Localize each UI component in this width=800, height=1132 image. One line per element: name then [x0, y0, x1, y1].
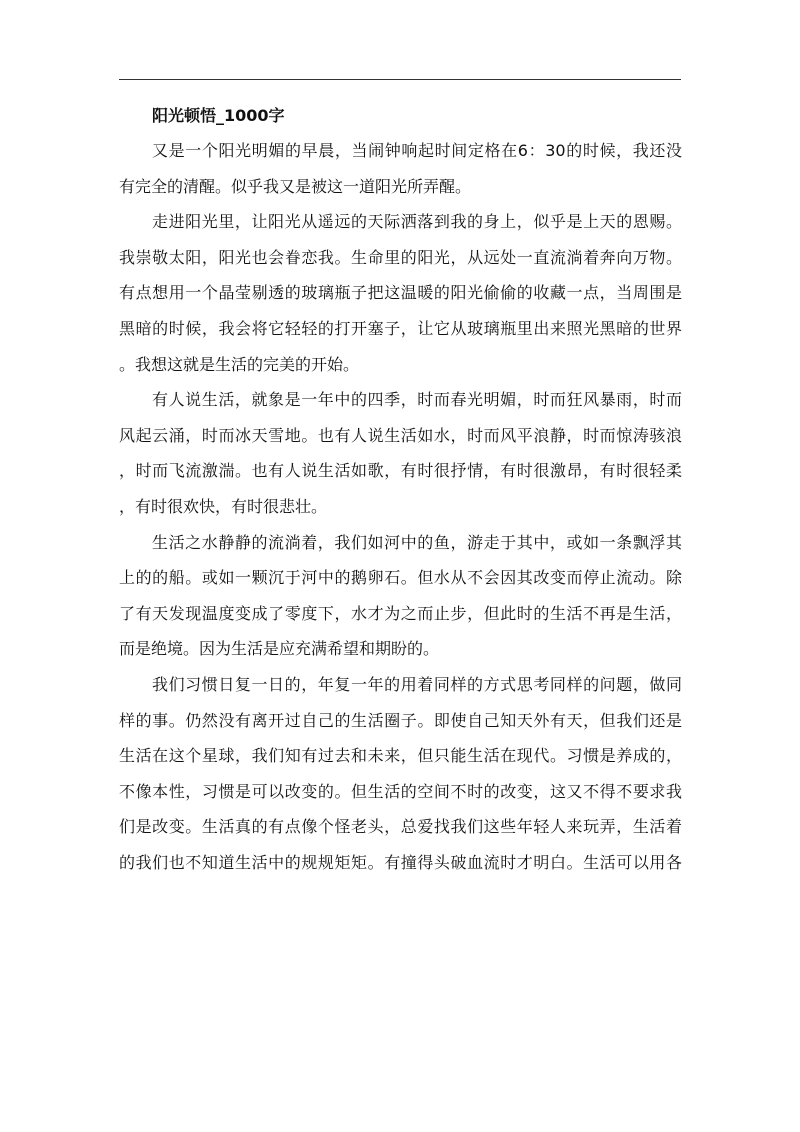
- text-line: 上的的船。或如一颗沉于河中的鹅卵石。但水从不会因其改变而停止流动。除: [119, 568, 682, 588]
- text-line: 我崇敬太阳，阳光也会眷恋我。生命里的阳光，从远处一直流淌着奔向万物。: [119, 247, 682, 267]
- document-title: 阳光顿悟_1000字: [152, 106, 285, 125]
- text-line: 的我们也不知道生活中的规规矩矩。有撞得头破血流时才明白。生活可以用各: [119, 852, 682, 872]
- text-line: 样的事。仍然没有离开过自己的生活圈子。即使自己知天外有天，但我们还是: [119, 710, 682, 730]
- text-line: 又是一个阳光明媚的早晨，当闹钟响起时间定格在6：30的时候，我还没: [152, 141, 682, 160]
- text-line: ，时而飞流激湍。也有人说生活如歌，有时很抒情，有时很激昂，有时很轻柔: [119, 461, 682, 481]
- text-line: 们是改变。生活真的有点像个怪老头，总爱找我们这些年轻人来玩弄，生活着: [119, 817, 682, 837]
- text-line: 黑暗的时候，我会将它轻轻的打开塞子，让它从玻璃瓶里出来照光黑暗的世界: [119, 318, 682, 338]
- header-rule: [119, 79, 681, 80]
- text-line: 我们习惯日复一日的，年复一年的用着同样的方式思考同样的问题，做同: [152, 674, 682, 694]
- text-line: 有人说生活，就象是一年中的四季，时而春光明媚，时而狂风暴雨，时而: [152, 390, 682, 410]
- text-line: 不像本性，习惯是可以改变的。但生活的空间不时的改变，这又不得不要求我: [119, 781, 682, 801]
- text-line: 。我想这就是生活的完美的开始。: [119, 354, 360, 374]
- text-line: 走进阳光里，让阳光从遥远的天际洒落到我的身上，似乎是上天的恩赐。: [152, 212, 682, 232]
- text-line: 生活之水静静的流淌着，我们如河中的鱼，游走于其中，或如一条飘浮其: [152, 532, 682, 552]
- text-line: 而是绝境。因为生活是应充满希望和期盼的。: [119, 639, 440, 659]
- text-line: 有点想用一个晶莹剔透的玻璃瓶子把这温暖的阳光偷偷的收藏一点，当周围是: [119, 283, 682, 303]
- text-line: 了有天发现温度变成了零度下，水才为之而止步，但此时的生活不再是生活，: [119, 603, 682, 623]
- paragraph-2: [119, 204, 682, 382]
- paragraph-1: [119, 133, 682, 204]
- paragraph-4: [119, 525, 682, 667]
- text-line: 有完全的清醒。似乎我又是被这一道阳光所弄醒。: [119, 176, 472, 196]
- text-line: 生活在这个星球，我们知有过去和未来，但只能生活在现代。习惯是养成的，: [119, 746, 682, 766]
- text-line: 风起云涌，时而冰天雪地。也有人说生活如水，时而风平浪静，时而惊涛骇浪: [119, 425, 682, 445]
- document-body: [119, 99, 682, 880]
- paragraph-3: [119, 382, 682, 524]
- text-line: ，有时很欢快，有时很悲壮。: [119, 496, 328, 516]
- paragraph-5: [119, 667, 682, 881]
